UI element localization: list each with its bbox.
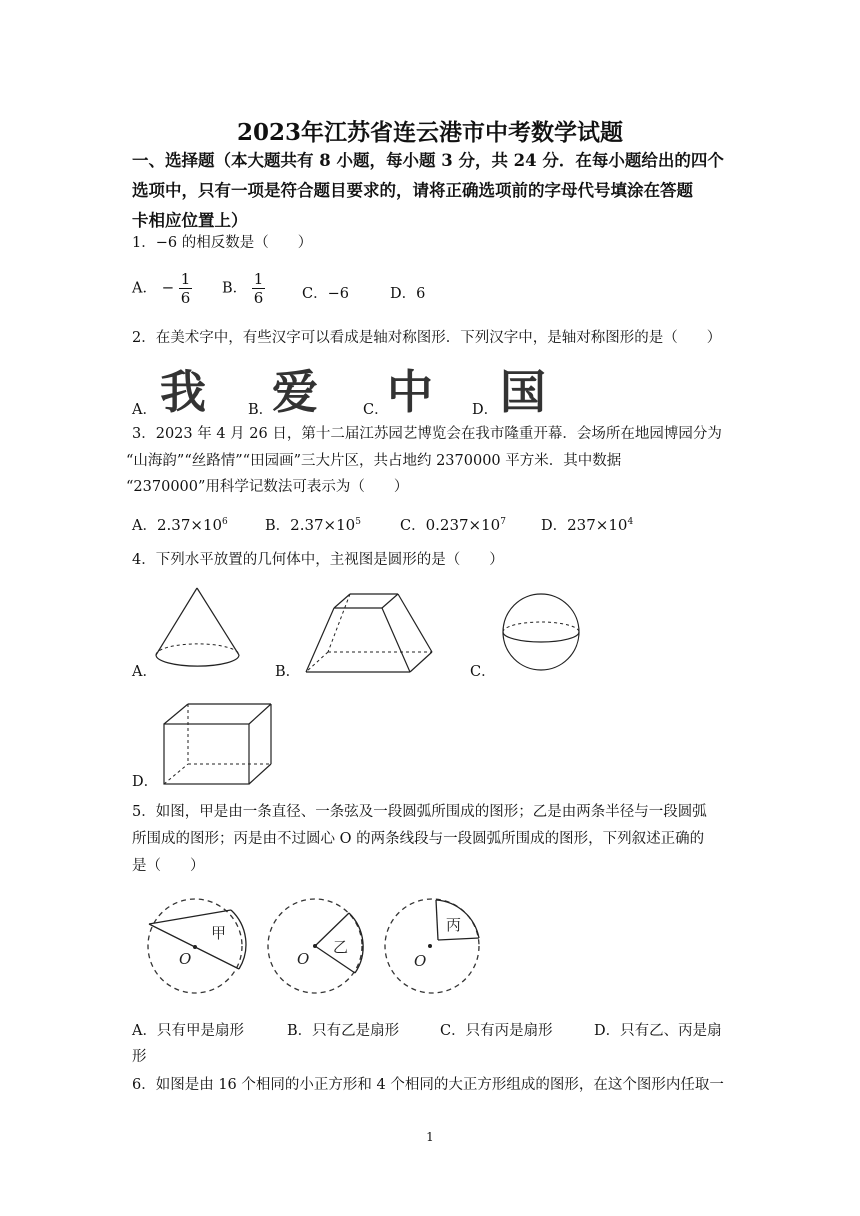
q3-option-b-exp: 5 (355, 517, 361, 528)
q1-option-b-label: B． (222, 280, 248, 297)
label-jia: 甲 (211, 924, 227, 942)
q3-option-d-label: D． (541, 518, 568, 534)
circle-jia-figure (143, 888, 247, 1006)
q5-option-a[interactable]: A．只有甲是扇形 (132, 1023, 244, 1039)
page-number: 1 (426, 1130, 434, 1144)
q2-option-c-label[interactable]: C． (363, 402, 389, 418)
section-header (132, 146, 732, 236)
q5-option-c[interactable]: C．只有丙是扇形 (440, 1023, 553, 1039)
page-title: 2023年江苏省连云港市中考数学试题 (236, 119, 623, 146)
q2-option-d-label[interactable]: D． (472, 402, 499, 418)
q1-option-b-fraction (252, 270, 266, 307)
q3-option-b[interactable] (265, 514, 361, 535)
q3-option-a-exp: 6 (222, 517, 228, 528)
q3-line-3: “2370000”用科学记数法可表示为（ ） (126, 479, 409, 495)
label-yi: 乙 (333, 938, 349, 956)
q3-option-b-base: 2.37×10 (290, 516, 356, 534)
q1-option-a-numerator: 1 (180, 270, 191, 288)
q1-option-a-label: A． (132, 280, 157, 297)
q5-line-1: 5．如图，甲是由一条直径、一条弦及一段圆弧所围成的图形；乙是由两条半径与一段圆弧 (132, 804, 707, 820)
section-header-line-2: 选项中，只有一项是符合题目要求的，请将正确选项前的字母代号填涂在答题 (132, 181, 693, 200)
label-bing: 丙 (446, 916, 462, 934)
q1-option-b-numerator: 1 (253, 270, 264, 288)
sphere-figure (500, 590, 582, 674)
q1-option-d[interactable]: D．6 (390, 286, 426, 302)
q4-option-d-label[interactable]: D． (132, 774, 159, 790)
q4-stem: 4．下列水平放置的几何体中，主视图是圆形的是（ ） (132, 552, 504, 568)
q6-line-1: 6．如图是由 16 个相同的小正方形和 4 个相同的大正方形组成的图形，在这个图形内任取一 (132, 1077, 724, 1093)
q1-option-a[interactable] (132, 270, 192, 307)
q3-option-b-label: B． (265, 518, 291, 534)
section-header-line-3: 卡相应位置上） (132, 211, 248, 230)
q1-option-a-fraction (179, 270, 193, 307)
q4-option-a-label[interactable]: A． (132, 664, 157, 680)
q1-stem: 1．−6 的相反数是（ ） (132, 235, 313, 251)
label-o-2: O (297, 950, 310, 968)
frustum-figure (300, 588, 440, 678)
label-o-1: O (179, 950, 192, 968)
q2-option-c-char: 中 (387, 365, 433, 419)
q1-option-a-denominator: 6 (180, 289, 191, 307)
q3-option-d[interactable] (541, 514, 633, 535)
q3-option-c-label: C． (400, 518, 426, 534)
circle-bing-figure (380, 888, 484, 1006)
q2-option-d-char: 国 (500, 365, 546, 419)
q3-option-d-exp: 4 (627, 517, 634, 528)
q2-option-b-label[interactable]: B． (248, 402, 274, 418)
q1-option-c[interactable]: C．−6 (302, 286, 349, 302)
q1-option-a-sign: − (161, 278, 175, 297)
cuboid-figure (160, 700, 275, 790)
q2-option-b-char: 爱 (272, 365, 318, 419)
q3-line-2: “山海韵”“丝路情”“田园画”三大片区，共占地约 2370000 平方米．其中数据 (126, 453, 622, 469)
q2-option-a-label[interactable]: A． (132, 402, 157, 418)
q5-option-d-wrap: 形 (132, 1049, 147, 1065)
q2-stem: 2．在美术字中，有些汉字可以看成是轴对称图形．下列汉字中，是轴对称图形的是（ ） (132, 330, 722, 346)
q2-option-a-char: 我 (160, 365, 206, 419)
q3-line-1: 3．2023 年 4 月 26 日，第十二届江苏园艺博览会在我市隆重开幕．会场所在地园博园分为 (132, 426, 722, 442)
label-o-3: O (414, 952, 427, 970)
q3-option-c-base: 0.237×10 (425, 516, 501, 534)
q3-option-a-base: 2.37×10 (156, 516, 223, 534)
q3-option-a-label: A． (132, 518, 157, 534)
circle-yi-figure (263, 888, 367, 1006)
cone-figure (150, 585, 245, 677)
q3-option-c-exp: 7 (500, 517, 506, 528)
q3-option-d-base: 237×10 (567, 516, 628, 534)
q5-option-b[interactable]: B．只有乙是扇形 (287, 1023, 400, 1039)
q1-option-b-denominator: 6 (253, 289, 264, 307)
section-header-line-1: 一、选择题（本大题共有 8 小题，每小题 3 分，共 24 分．在每小题给出的四个 (132, 151, 724, 170)
q3-option-a[interactable] (132, 514, 228, 535)
q1-option-b[interactable] (222, 270, 265, 307)
q5-line-3: 是（ ） (132, 858, 205, 874)
q5-line-2: 所围成的图形；丙是由不过圆心 O 的两条线段与一段圆弧所围成的图形，下列叙述正确的 (132, 831, 705, 847)
q4-option-c-label[interactable]: C． (470, 664, 496, 680)
q4-option-b-label[interactable]: B． (275, 664, 301, 680)
q5-option-d[interactable]: D．只有乙、丙是扇 (594, 1023, 722, 1039)
q3-option-c[interactable] (400, 514, 506, 535)
